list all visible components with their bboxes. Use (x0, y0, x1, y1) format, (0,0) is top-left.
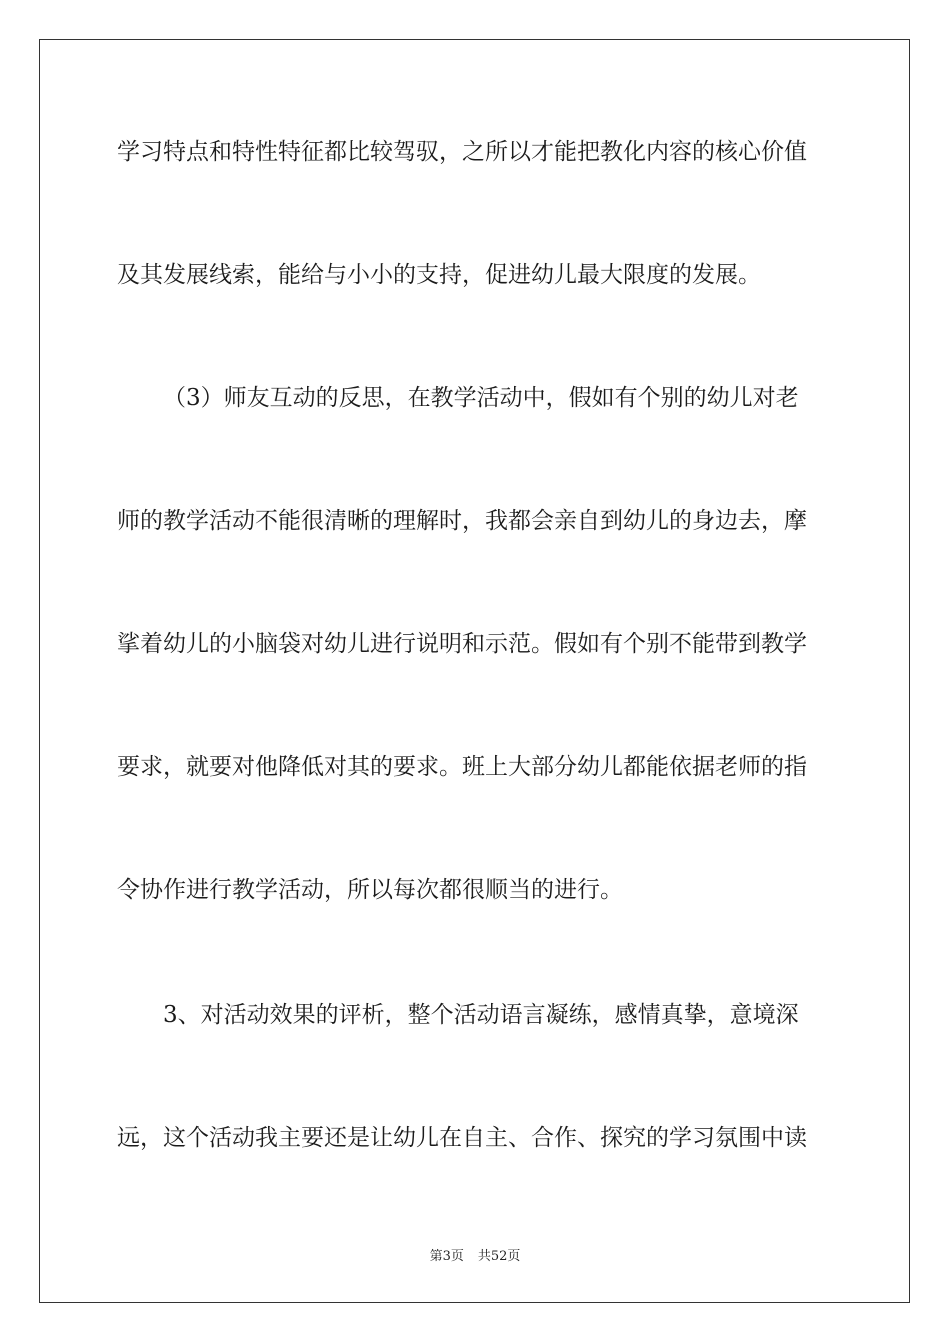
page-footer (0, 1248, 950, 1266)
body-text-line: 及其发展线索，能给与小小的支持，促进幼儿最大限度的发展。 (117, 262, 761, 288)
body-text-line: 令协作进行教学活动，所以每次都很顺当的进行。 (117, 877, 623, 903)
page-number: 第3页 (429, 1249, 464, 1264)
page-total: 共52页 (477, 1249, 521, 1264)
body-text-line: 学习特点和特性特征都比较驾驭，之所以才能把教化内容的核心价值 (117, 139, 807, 165)
body-text-line: 要求，就要对他降低对其的要求。班上大部分幼儿都能依据老师的指 (117, 754, 807, 780)
page-frame (39, 39, 910, 1303)
body-text-line: 3、对活动效果的评析，整个活动语言凝练，感情真挚，意境深 (163, 1002, 799, 1028)
body-text-line: 远，这个活动我主要还是让幼儿在自主、合作、探究的学习氛围中读 (117, 1125, 807, 1151)
body-text-line: 挲着幼儿的小脑袋对幼儿进行说明和示范。假如有个别不能带到教学 (117, 631, 807, 657)
body-text-line: （3）师友互动的反思，在教学活动中，假如有个别的幼儿对老 (163, 385, 799, 411)
body-text-line: 师的教学活动不能很清晰的理解时，我都会亲自到幼儿的身边去，摩 (117, 508, 807, 534)
